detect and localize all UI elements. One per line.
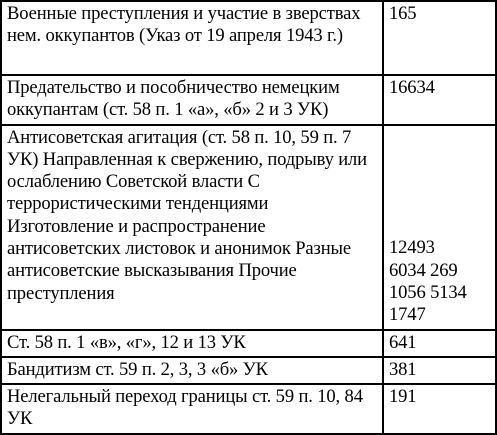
table-row [1,1,496,75]
case-count-value: 6034 269 [389,259,458,281]
case-count-value: 165 [389,3,417,24]
crime-description-cell: Военные преступления и участие в зверствах нем. оккупантов (Указ от 19 апреля 1943 г.) [1,1,383,75]
case-count-cell [383,75,496,125]
table-row [1,384,496,434]
case-count-value: 191 [389,386,417,408]
table-row [1,125,496,330]
case-count-value: 16634 [389,77,435,98]
case-count-cell [383,384,496,434]
table-row [1,75,496,125]
case-count-value: 641 [389,331,417,353]
crime-description-cell: Антисоветская агитация (ст. 58 п. 10, 59 п. 7 УК) Направленная к свержению, подрыву или ослаблению Советской власти С террористическими тенденциями Изготовление и распространение антисоветских листовок и анонимок Разные антисоветские высказывания Прочие преступления [1,125,383,330]
table-row [1,357,496,384]
case-count-cell [383,125,496,330]
case-count-value: 1747 [389,304,426,326]
case-count-value: 12493 [389,237,435,259]
table-row [1,330,496,357]
crime-description-cell: Ст. 58 п. 1 «в», «г», 12 и 13 УК [1,330,383,357]
crime-description-cell: Предательство и пособничество немецким оккупантам (ст. 58 п. 1 «а», «б» 2 и 3 УК) [1,75,383,125]
crime-description-cell: Нелегальный переход границы ст. 59 п. 10, 84 УК [1,384,383,434]
crime-description-cell: Бандитизм ст. 59 п. 2, 3, 3 «б» УК [1,357,383,384]
case-count-cell [383,330,496,357]
case-count-value: 381 [389,358,417,380]
case-count-cell [383,1,496,75]
case-count-value: 1056 5134 [389,282,467,303]
case-count-cell [383,357,496,384]
